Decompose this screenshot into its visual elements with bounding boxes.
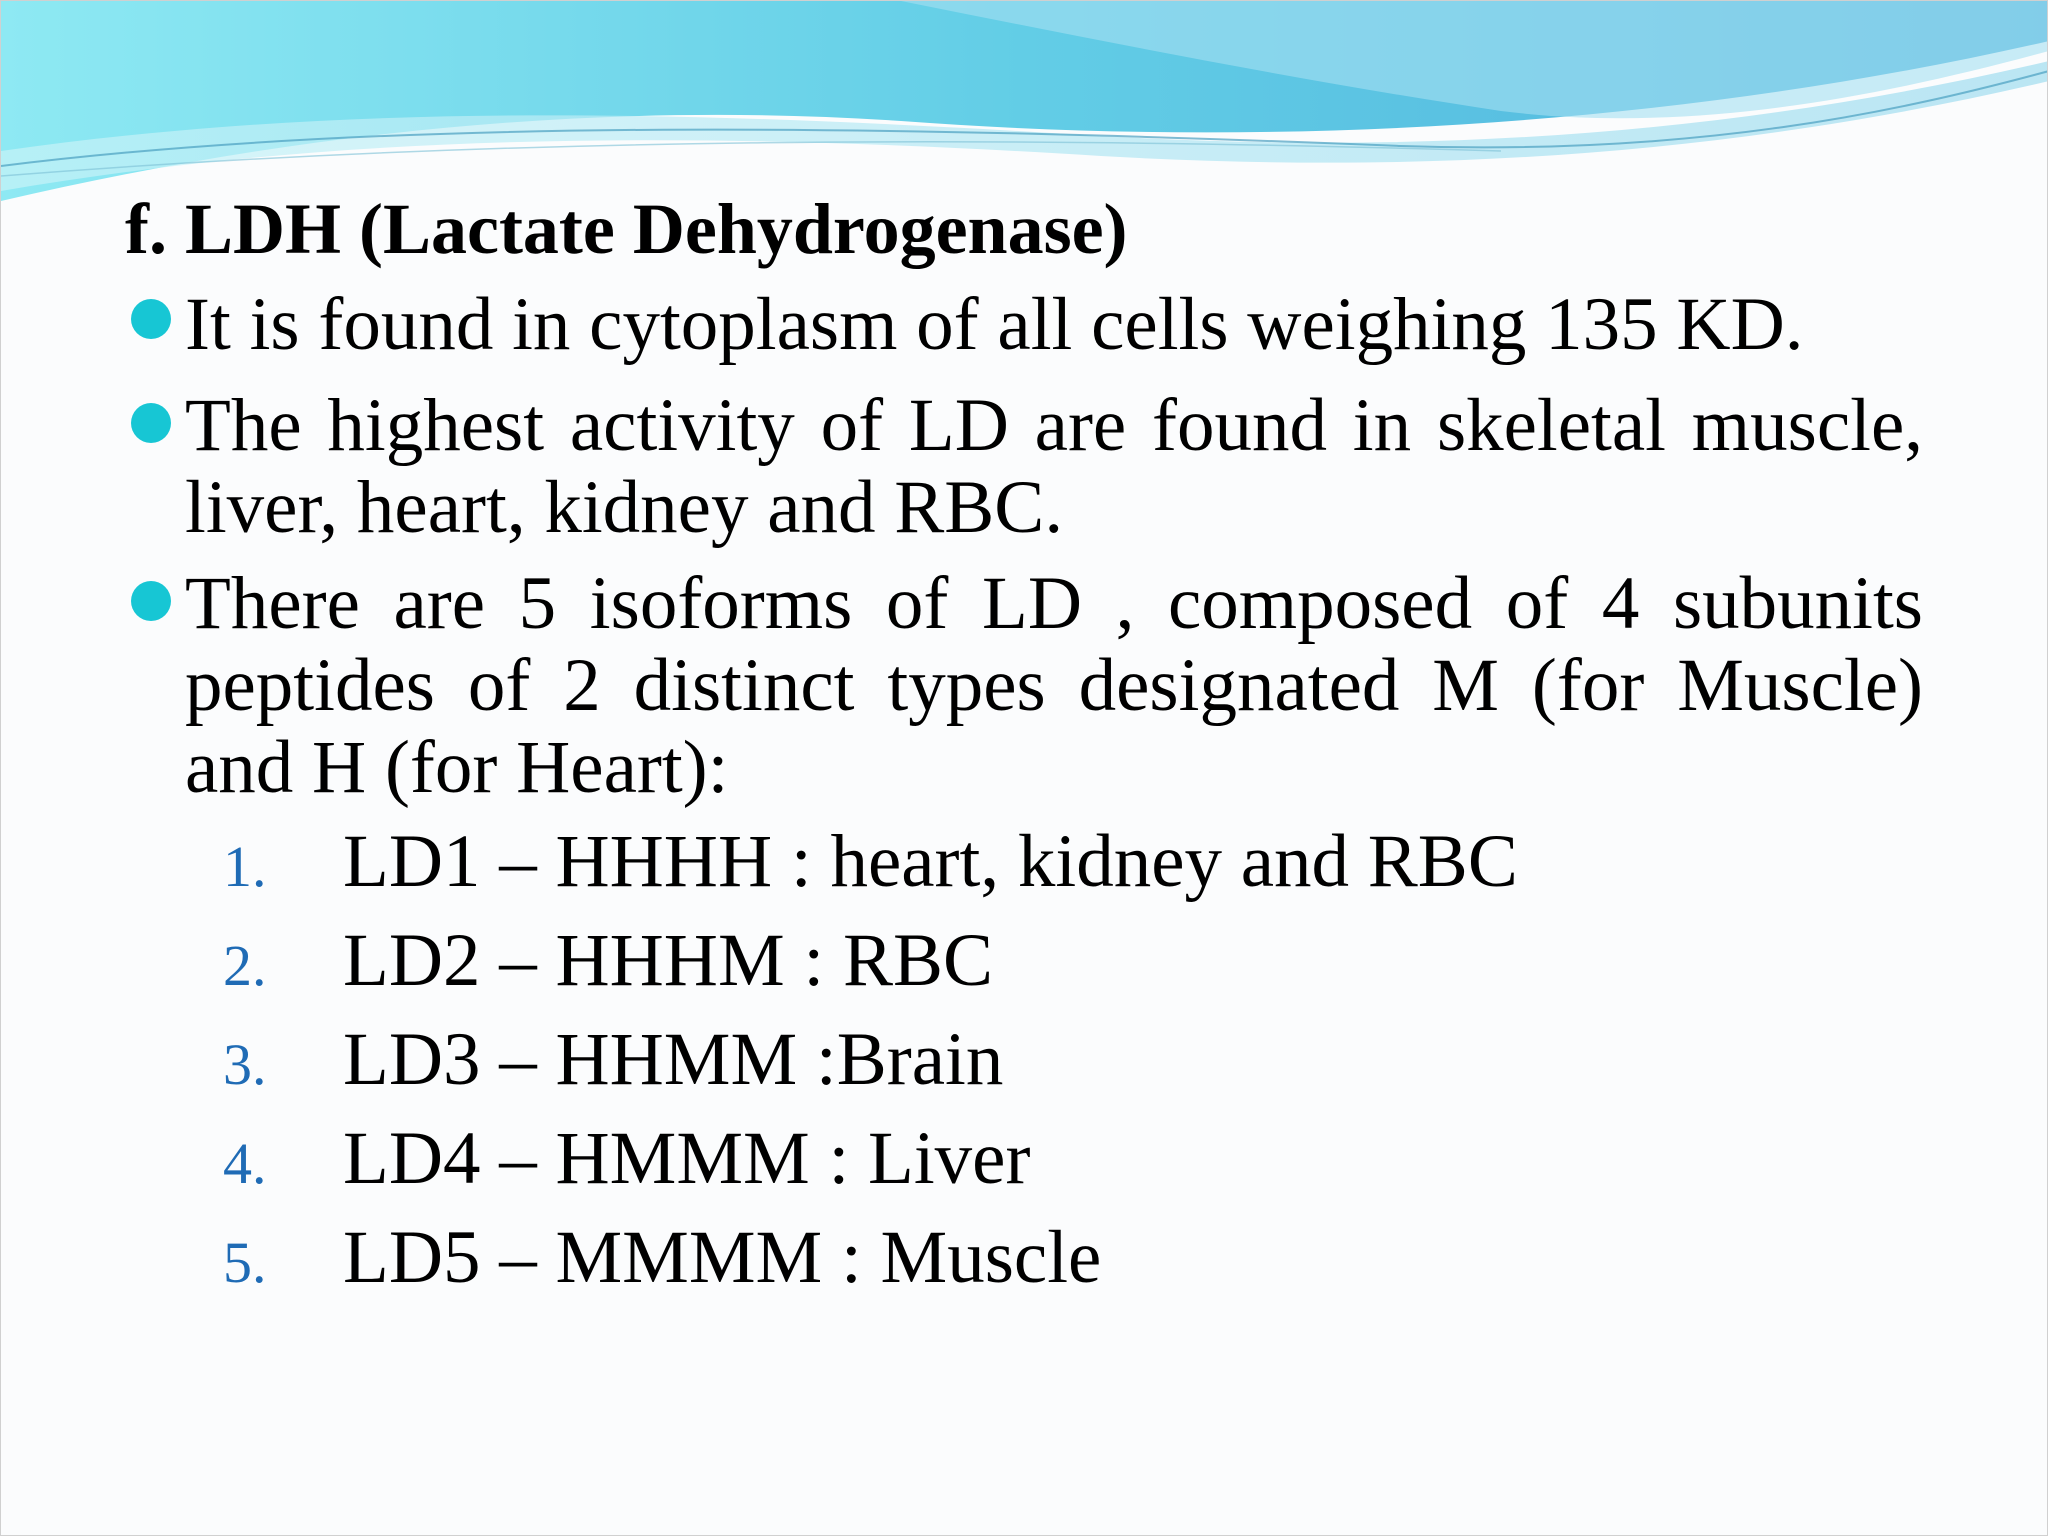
isoform-text: LD2 – HHHM : RBC xyxy=(343,919,994,1002)
bullet-text: There are 5 isoforms of LD , composed of 4 subunits peptides of 2 distinct types designated M (for Muscle) and H (for Heart): xyxy=(185,562,1923,809)
isoform-text: LD3 – HHMM :Brain xyxy=(343,1018,1004,1101)
isoform-text: LD1 – HHHH : heart, kidney and RBC xyxy=(343,820,1518,903)
list-number: 5. xyxy=(223,1230,267,1295)
bullet-item xyxy=(185,563,1923,809)
isoform-text: LD4 – HMMM : Liver xyxy=(343,1117,1031,1200)
list-number: 4. xyxy=(223,1131,267,1196)
slide-title: f. LDH (Lactate Dehydrogenase) xyxy=(125,189,1128,269)
bullet-dot-icon xyxy=(131,581,171,621)
bullet-item xyxy=(185,385,1923,549)
bullet-text: The highest activity of LD are found in skeletal muscle, liver, heart, kidney and RBC. xyxy=(185,384,1923,549)
list-number: 3. xyxy=(223,1032,267,1097)
list-number: 2. xyxy=(223,933,267,998)
bullet-dot-icon xyxy=(131,403,171,443)
isoform-text: LD5 – MMMM : Muscle xyxy=(343,1216,1102,1299)
slide-content xyxy=(1,1,2048,1536)
bullet-dot-icon xyxy=(131,299,171,339)
list-number: 1. xyxy=(223,834,267,899)
bullet-item: It is found in cytoplasm of all cells weighing 135 KD. xyxy=(185,283,1804,366)
